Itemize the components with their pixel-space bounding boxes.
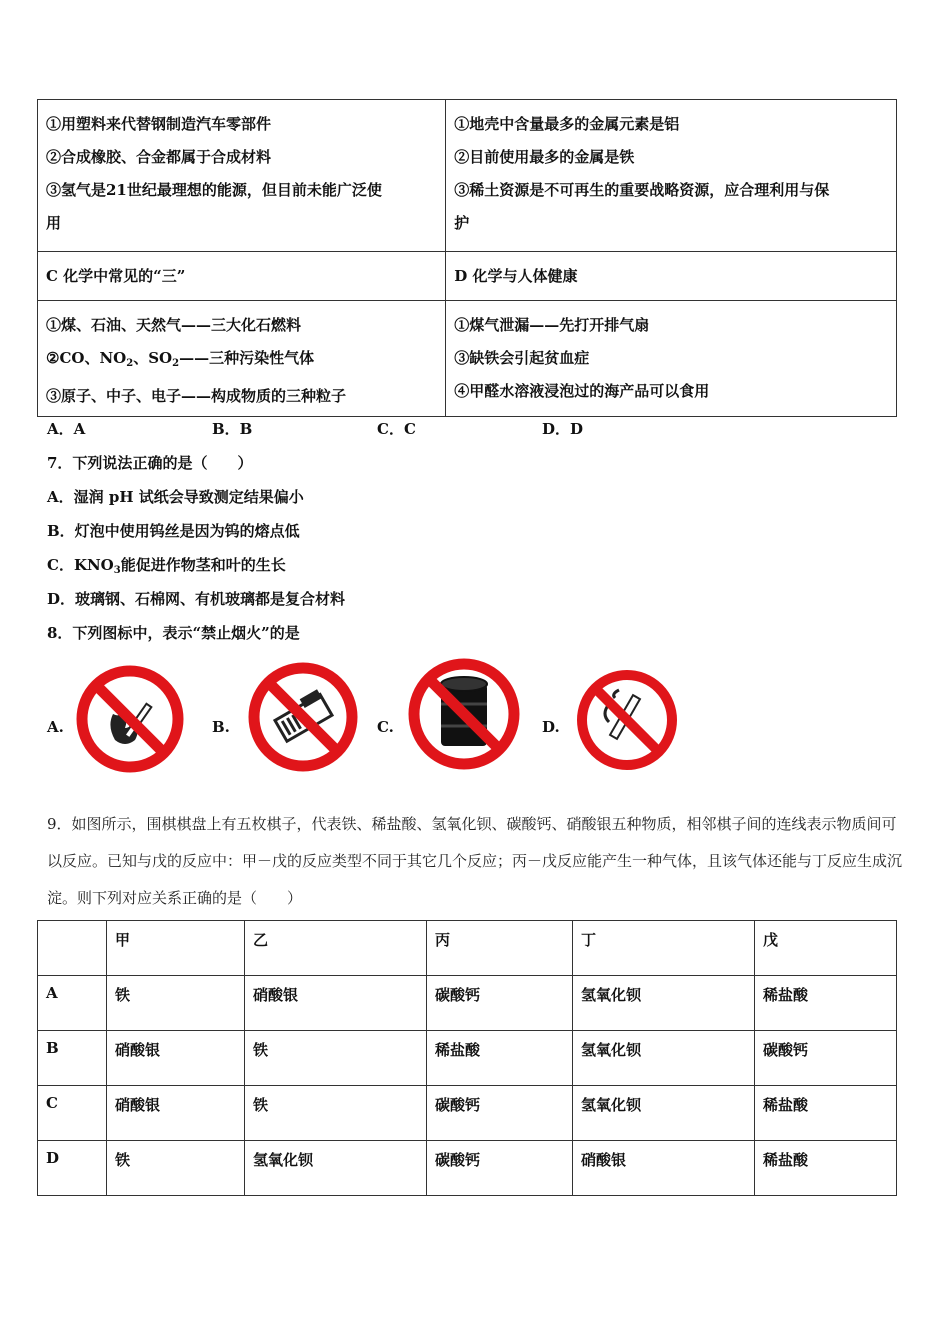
sign-label-c[interactable]: C. [377, 718, 394, 736]
no-smoking-icon[interactable] [575, 668, 679, 772]
knowledge-table [37, 99, 897, 417]
q7-stem: 7．下列说法正确的是（ ） [47, 454, 253, 472]
q8-stem: 8．下列图标中，表示“禁止烟火”的是 [47, 624, 300, 642]
table-header-row: 甲 乙 丙 丁 戊 [38, 921, 897, 976]
table-row[interactable]: C 硝酸银 铁 碳酸钙 氢氧化钡 稀盐酸 [38, 1086, 897, 1141]
table-row[interactable]: A 铁 硝酸银 碳酸钙 氢氧化钡 稀盐酸 [38, 976, 897, 1031]
no-fire-icon[interactable] [75, 664, 185, 774]
q9-answer-table [37, 920, 897, 1196]
cell-b: ①地壳中含量最多的金属元素是铝 ②目前使用最多的金属是铁 ③稀土资源是不可再生的重要战略资源，应合理利用与保 护 [446, 100, 897, 252]
q9-stem: 9．如图所示，围棋棋盘上有五枚棋子，代表铁、稀盐酸、氢氧化钡、碳酸钙、硝酸银五种物质，相邻棋子间的连线表示物质间可以反应。已知与戊的反应中：甲－戊的反应类型不同于其它几个反应；丙－戊反应能产生一种气体，且该气体还能与丁反应生成沉淀。则下列对应关系正确的是（ ） [47, 815, 903, 907]
sign-label-b[interactable]: B. [212, 718, 230, 736]
no-barrel-icon[interactable] [407, 656, 521, 772]
q7-option-d[interactable]: D．玻璃钢、石棉网、有机玻璃都是复合材料 [47, 590, 346, 608]
option-c[interactable]: C．C [377, 420, 416, 438]
q7-option-b[interactable]: B．灯泡中使用钨丝是因为钨的熔点低 [47, 522, 300, 540]
pollutant-line: ②CO、$NO_2$、$SO_2——$三种污染性气体 [46, 349, 315, 369]
sign-label-a[interactable]: A. [47, 718, 64, 736]
cell-c-head: C 化学中常见的“三” [38, 252, 446, 301]
cell-d-head: D 化学与人体健康 [446, 252, 897, 301]
no-matches-icon[interactable] [247, 660, 359, 774]
cell-a: ①用塑料来代替钢制造汽车零部件 ②合成橡胶、合金都属于合成材料 ③氢气是21世纪最理想的能源，但目前未能广泛使 用 [38, 100, 446, 252]
q7-option-a[interactable]: A．湿润 pH 试纸会导致测定结果偏小 [47, 488, 304, 506]
option-a[interactable]: A．A [47, 420, 86, 438]
option-b[interactable]: B．B [212, 420, 253, 438]
table-row[interactable]: B 硝酸银 铁 稀盐酸 氢氧化钡 碳酸钙 [38, 1031, 897, 1086]
sign-label-d[interactable]: D. [542, 718, 560, 736]
option-d[interactable]: D．D [542, 420, 584, 438]
cell-c: ①煤、石油、天然气——三大化石燃料 ②CO、$NO_2$、$SO_2——$三种污染性气体 ③原子、中子、电子——构成物质的三种粒子 [38, 301, 446, 417]
table-row[interactable]: D 铁 氢氧化钡 碳酸钙 硝酸银 稀盐酸 [38, 1141, 897, 1196]
cell-d: ①煤气泄漏——先打开排气扇 ③缺铁会引起贫血症 ④甲醛水溶液浸泡过的海产品可以食用 [446, 301, 897, 417]
q7-option-c[interactable]: C．$KNO_3$能促进作物茎和叶的生长 [47, 556, 286, 576]
